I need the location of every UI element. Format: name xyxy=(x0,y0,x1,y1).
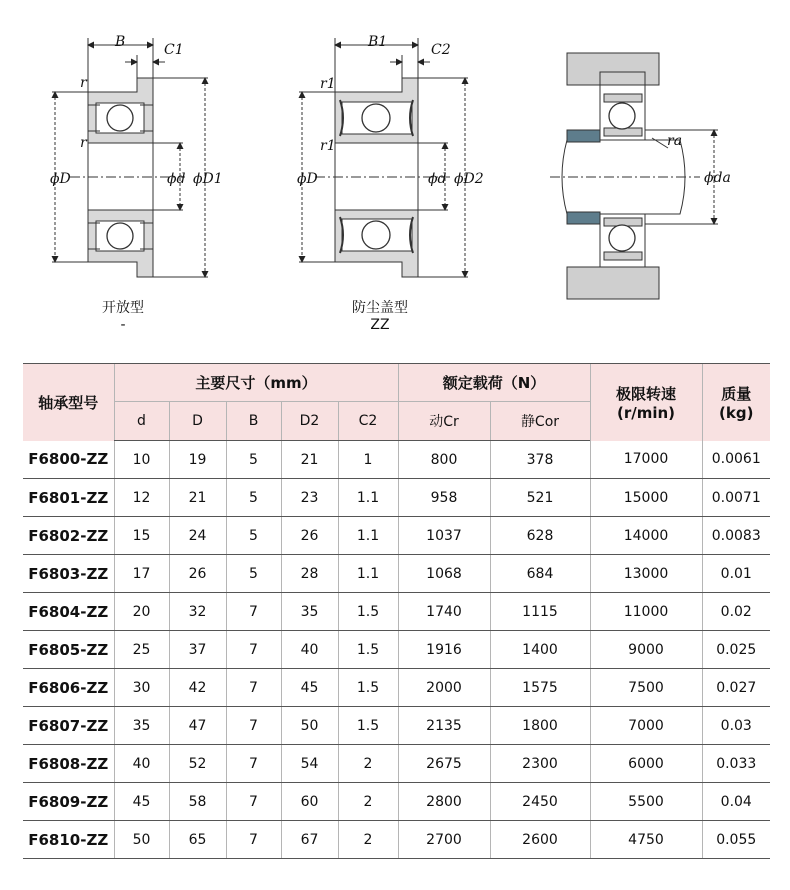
dynamic-load-cell: 958 xyxy=(398,479,490,517)
static-load-cell: 1115 xyxy=(490,593,590,631)
flange-d2-cell: 26 xyxy=(281,517,338,555)
width-b-cell: 7 xyxy=(226,669,281,707)
table-row xyxy=(23,479,770,517)
model-cell: F6803-ZZ xyxy=(23,555,114,593)
dynamic-load-cell: 2700 xyxy=(398,821,490,859)
flange-c2-cell: 2 xyxy=(338,745,398,783)
subheader-static-load: 静Cor xyxy=(490,402,590,441)
model-cell: F6804-ZZ xyxy=(23,593,114,631)
header-mass-unit: (kg) xyxy=(719,403,754,422)
label-phi-D2: ϕD2 xyxy=(454,171,484,187)
speed-limit-cell: 14000 xyxy=(590,517,702,555)
outer-d-cell: 58 xyxy=(169,783,226,821)
flange-c2-cell: 1 xyxy=(338,441,398,479)
shielded-bearing-diagram xyxy=(299,38,468,277)
dynamic-load-cell: 2135 xyxy=(398,707,490,745)
bore-d-cell: 40 xyxy=(114,745,169,783)
width-b-cell: 7 xyxy=(226,745,281,783)
static-load-cell: 2300 xyxy=(490,745,590,783)
bore-d-cell: 50 xyxy=(114,821,169,859)
label-C1: C1 xyxy=(164,42,184,58)
table-row xyxy=(23,669,770,707)
mass-cell: 0.027 xyxy=(702,669,770,707)
bore-d-cell: 25 xyxy=(114,631,169,669)
subheader-B: B xyxy=(226,402,281,441)
header-row xyxy=(23,364,770,402)
mass-cell: 0.0071 xyxy=(702,479,770,517)
speed-limit-cell: 4750 xyxy=(590,821,702,859)
speed-limit-cell: 5500 xyxy=(590,783,702,821)
open-type-code: - xyxy=(120,317,126,333)
table-row xyxy=(23,745,770,783)
open-type-name: 开放型 xyxy=(102,300,144,316)
bore-d-cell: 10 xyxy=(114,441,169,479)
outer-d-cell: 42 xyxy=(169,669,226,707)
label-phi-D-2: ϕD xyxy=(297,171,318,187)
label-phi-D: ϕD xyxy=(50,171,71,187)
speed-limit-cell: 7000 xyxy=(590,707,702,745)
label-C2: C2 xyxy=(431,42,451,58)
label-ra: ra xyxy=(667,133,683,149)
width-b-cell: 7 xyxy=(226,631,281,669)
flange-c2-cell: 2 xyxy=(338,783,398,821)
label-B: B xyxy=(115,34,126,50)
bore-d-cell: 15 xyxy=(114,517,169,555)
mass-cell: 0.03 xyxy=(702,707,770,745)
bearing-diagrams xyxy=(0,0,790,350)
flange-c2-cell: 1.5 xyxy=(338,593,398,631)
width-b-cell: 7 xyxy=(226,593,281,631)
width-b-cell: 5 xyxy=(226,517,281,555)
outer-d-cell: 24 xyxy=(169,517,226,555)
static-load-cell: 1400 xyxy=(490,631,590,669)
dynamic-load-cell: 800 xyxy=(398,441,490,479)
speed-limit-cell: 13000 xyxy=(590,555,702,593)
width-b-cell: 7 xyxy=(226,707,281,745)
static-load-cell: 378 xyxy=(490,441,590,479)
mass-cell: 0.02 xyxy=(702,593,770,631)
table-row xyxy=(23,593,770,631)
flange-c2-cell: 1.5 xyxy=(338,669,398,707)
outer-d-cell: 21 xyxy=(169,479,226,517)
outer-d-cell: 65 xyxy=(169,821,226,859)
header-speed xyxy=(590,364,702,441)
bore-d-cell: 20 xyxy=(114,593,169,631)
mass-cell: 0.0083 xyxy=(702,517,770,555)
shielded-type-code: ZZ xyxy=(370,317,390,333)
model-cell: F6800-ZZ xyxy=(23,441,114,479)
mass-cell: 0.0061 xyxy=(702,441,770,479)
outer-d-cell: 26 xyxy=(169,555,226,593)
table-row xyxy=(23,441,770,479)
mass-cell: 0.055 xyxy=(702,821,770,859)
outer-d-cell: 32 xyxy=(169,593,226,631)
label-phi-d: ϕd xyxy=(167,171,186,187)
flange-d2-cell: 60 xyxy=(281,783,338,821)
flange-d2-cell: 45 xyxy=(281,669,338,707)
table-row xyxy=(23,783,770,821)
label-B1: B1 xyxy=(368,34,388,50)
width-b-cell: 7 xyxy=(226,783,281,821)
table-row xyxy=(23,707,770,745)
shielded-type-name: 防尘盖型 xyxy=(352,300,408,316)
bore-d-cell: 35 xyxy=(114,707,169,745)
outer-d-cell: 19 xyxy=(169,441,226,479)
flange-d2-cell: 40 xyxy=(281,631,338,669)
subheader-D: D xyxy=(169,402,226,441)
flange-d2-cell: 23 xyxy=(281,479,338,517)
model-cell: F6802-ZZ xyxy=(23,517,114,555)
dynamic-load-cell: 1916 xyxy=(398,631,490,669)
model-cell: F6805-ZZ xyxy=(23,631,114,669)
flange-d2-cell: 67 xyxy=(281,821,338,859)
header-model: 轴承型号 xyxy=(23,364,114,441)
speed-limit-cell: 7500 xyxy=(590,669,702,707)
outer-d-cell: 47 xyxy=(169,707,226,745)
flange-c2-cell: 1.1 xyxy=(338,555,398,593)
model-cell: F6806-ZZ xyxy=(23,669,114,707)
dynamic-load-cell: 2800 xyxy=(398,783,490,821)
label-r-mid: r xyxy=(80,135,87,151)
speed-limit-cell: 6000 xyxy=(590,745,702,783)
table-row xyxy=(23,631,770,669)
model-cell: F6808-ZZ xyxy=(23,745,114,783)
mass-cell: 0.033 xyxy=(702,745,770,783)
open-bearing-diagram xyxy=(52,38,208,277)
speed-limit-cell: 11000 xyxy=(590,593,702,631)
static-load-cell: 1800 xyxy=(490,707,590,745)
subheader-dynamic-load: 动Cr xyxy=(398,402,490,441)
flange-c2-cell: 1.5 xyxy=(338,707,398,745)
bore-d-cell: 45 xyxy=(114,783,169,821)
bearing-spec-table xyxy=(23,363,770,859)
outer-d-cell: 37 xyxy=(169,631,226,669)
flange-c2-cell: 1.1 xyxy=(338,517,398,555)
mass-cell: 0.025 xyxy=(702,631,770,669)
flange-d2-cell: 35 xyxy=(281,593,338,631)
label-r1-mid: r1 xyxy=(320,138,336,154)
flange-d2-cell: 50 xyxy=(281,707,338,745)
mass-cell: 0.04 xyxy=(702,783,770,821)
outer-d-cell: 52 xyxy=(169,745,226,783)
table-row xyxy=(23,517,770,555)
model-cell: F6807-ZZ xyxy=(23,707,114,745)
bore-d-cell: 30 xyxy=(114,669,169,707)
speed-limit-cell: 17000 xyxy=(590,441,702,479)
label-r-top: r xyxy=(80,75,87,91)
shielded-type-caption xyxy=(335,300,425,334)
header-mass-label: 质量 xyxy=(721,384,752,403)
spec-table-body xyxy=(23,441,770,859)
static-load-cell: 521 xyxy=(490,479,590,517)
table-row xyxy=(23,555,770,593)
bore-d-cell: 12 xyxy=(114,479,169,517)
static-load-cell: 2600 xyxy=(490,821,590,859)
dynamic-load-cell: 2675 xyxy=(398,745,490,783)
subheader-d: d xyxy=(114,402,169,441)
width-b-cell: 5 xyxy=(226,441,281,479)
subheader-C2: C2 xyxy=(338,402,398,441)
static-load-cell: 2450 xyxy=(490,783,590,821)
mounting-diagram xyxy=(550,53,718,299)
width-b-cell: 5 xyxy=(226,555,281,593)
dynamic-load-cell: 1037 xyxy=(398,517,490,555)
subheader-D2: D2 xyxy=(281,402,338,441)
model-cell: F6810-ZZ xyxy=(23,821,114,859)
flange-d2-cell: 54 xyxy=(281,745,338,783)
label-phi-d-2: ϕd xyxy=(428,171,447,187)
model-cell: F6801-ZZ xyxy=(23,479,114,517)
flange-c2-cell: 2 xyxy=(338,821,398,859)
header-load-rating: 额定载荷（N） xyxy=(398,364,590,402)
header-dimensions: 主要尺寸（mm） xyxy=(114,364,398,402)
flange-d2-cell: 21 xyxy=(281,441,338,479)
flange-c2-cell: 1.5 xyxy=(338,631,398,669)
label-phi-D1: ϕD1 xyxy=(193,171,223,187)
dynamic-load-cell: 2000 xyxy=(398,669,490,707)
speed-limit-cell: 15000 xyxy=(590,479,702,517)
speed-limit-cell: 9000 xyxy=(590,631,702,669)
static-load-cell: 684 xyxy=(490,555,590,593)
dynamic-load-cell: 1068 xyxy=(398,555,490,593)
dynamic-load-cell: 1740 xyxy=(398,593,490,631)
static-load-cell: 1575 xyxy=(490,669,590,707)
model-cell: F6809-ZZ xyxy=(23,783,114,821)
table-row xyxy=(23,821,770,859)
static-load-cell: 628 xyxy=(490,517,590,555)
label-r1-top: r1 xyxy=(320,76,336,92)
flange-c2-cell: 1.1 xyxy=(338,479,398,517)
width-b-cell: 5 xyxy=(226,479,281,517)
header-speed-label: 极限转速 xyxy=(615,384,676,403)
header-mass xyxy=(702,364,770,441)
width-b-cell: 7 xyxy=(226,821,281,859)
bore-d-cell: 17 xyxy=(114,555,169,593)
open-type-caption xyxy=(88,300,158,334)
flange-d2-cell: 28 xyxy=(281,555,338,593)
header-speed-unit: (r/min) xyxy=(616,403,676,422)
label-phi-da: ϕda xyxy=(704,170,731,186)
mass-cell: 0.01 xyxy=(702,555,770,593)
